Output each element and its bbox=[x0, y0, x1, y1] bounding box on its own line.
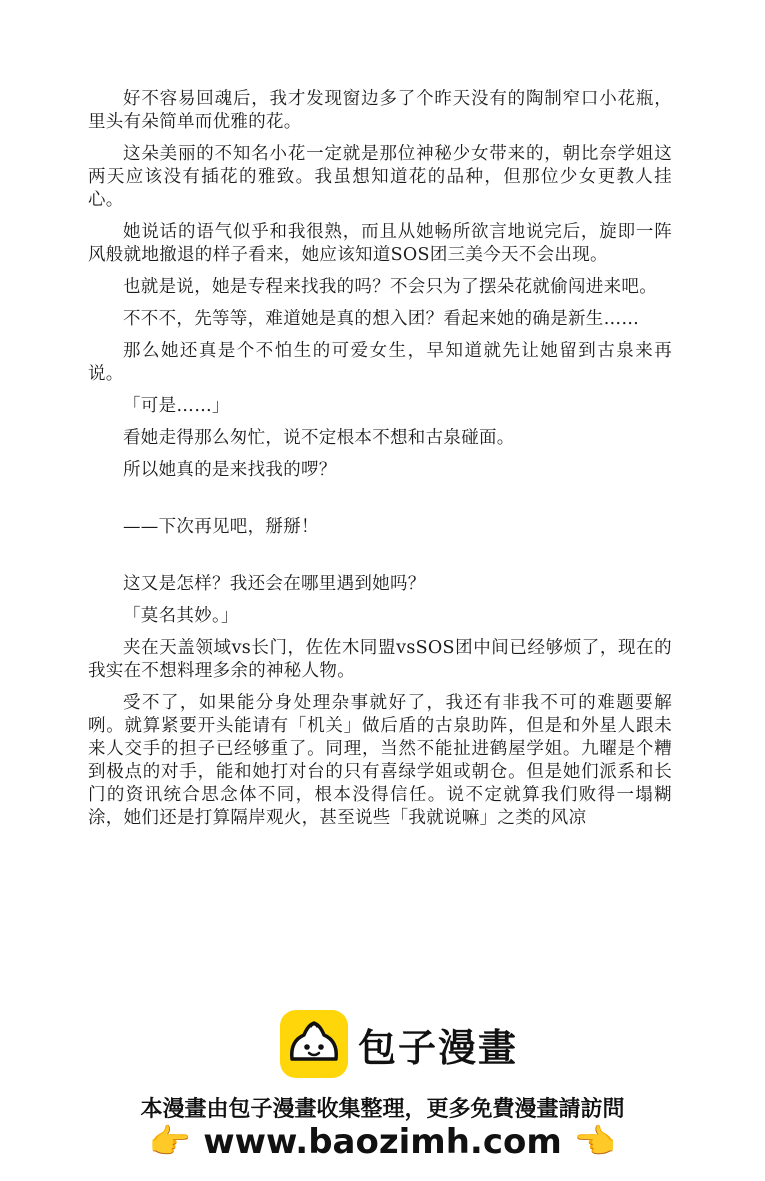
bun-icon bbox=[280, 1010, 348, 1078]
paragraph: ——下次再见吧，掰掰！ bbox=[123, 517, 319, 537]
chapter-text bbox=[88, 88, 672, 839]
watermark-footer bbox=[0, 1010, 765, 1181]
paragraph: 所以她真的是来找我的啰？ bbox=[123, 460, 337, 480]
paragraph: 这朵美丽的不知名小花一定就是那位神秘少女带来的，朝比奈学姐这两天应该没有插花的雅致。我虽想知道花的品种，但那位少女更教人挂心。 bbox=[88, 144, 672, 210]
paragraph: 这又是怎样？我还会在哪里遇到她吗？ bbox=[123, 574, 426, 594]
tagline: 本漫畫由包子漫畫收集整理，更多免費漫畫請訪問 bbox=[140, 1097, 625, 1122]
paragraph: 也就是说，她是专程来找我的吗？不会只为了摆朵花就偷闯进来吧。 bbox=[123, 277, 657, 297]
paragraph: 好不容易回魂后，我才发现窗边多了个昨天没有的陶制窄口小花瓶，里头有朵简单而优雅的花。 bbox=[88, 89, 672, 132]
paragraph: 「莫名其妙。」 bbox=[123, 606, 239, 626]
paragraph: 那么她还真是个不怕生的可爱女生，早知道就先让她留到古泉来再说。 bbox=[88, 341, 672, 384]
brand-logo[interactable] bbox=[280, 1010, 518, 1078]
paragraph: 「可是……」 bbox=[123, 396, 230, 416]
paragraph: 看她走得那么匆忙，说不定根本不想和古泉碰面。 bbox=[123, 428, 515, 448]
brand-name: 包子漫畫 bbox=[358, 1025, 519, 1070]
site-link-row[interactable] bbox=[0, 1122, 765, 1162]
paragraph: 她说话的语气似乎和我很熟，而且从她畅所欲言地说完后，旋即一阵风般就地撤退的样子看来，她应该知道SOS团三美今天不会出现。 bbox=[88, 222, 672, 265]
pointing-left-icon: 👈 bbox=[573, 1122, 617, 1162]
pointing-right-icon: 👉 bbox=[148, 1122, 192, 1162]
paragraph: 不不不，先等等，难道她是真的想入团？看起来她的确是新生…… bbox=[123, 309, 640, 329]
site-url-link[interactable]: www.baozimh.com bbox=[203, 1122, 562, 1162]
paragraph: 夹在天盖领域vs长门，佐佐木同盟vsSOS团中间已经够烦了，现在的我实在不想料理多余的神秘人物。 bbox=[88, 638, 672, 681]
paragraph: 受不了，如果能分身处理杂事就好了，我还有非我不可的难题要解咧。就算紧要开头能请有「机关」做后盾的古泉助阵，但是和外星人跟未来人交手的担子已经够重了。同理，当然不能扯进鹤屋学姐。九曜是个糟到极点的对手，能和她打对台的只有喜绿学姐或朝仓。但是她们派系和长门的资讯统合思念体不同，根本没得信任。说不定就算我们败得一塌糊涂，她们还是打算隔岸观火，甚至说些「我就说嘛」之类的风凉 bbox=[88, 693, 672, 828]
